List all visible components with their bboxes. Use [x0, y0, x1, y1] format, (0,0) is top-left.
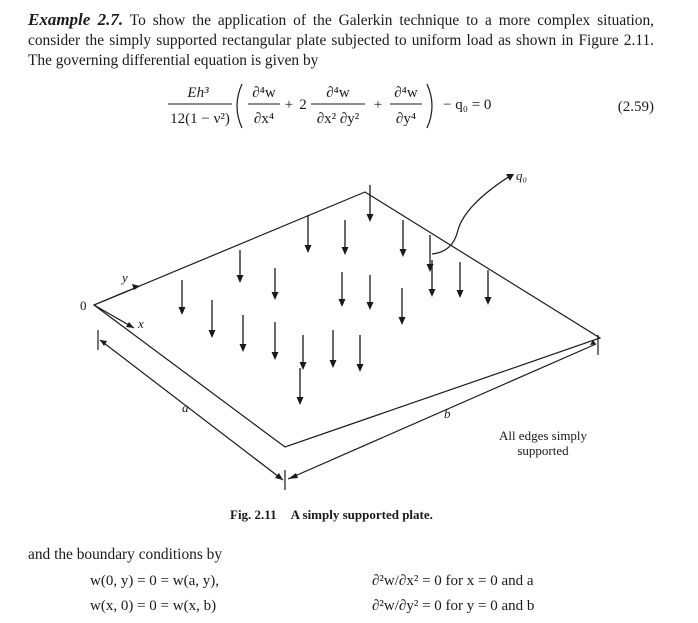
label-b: b	[444, 406, 451, 421]
caption-number: Fig. 2.11	[230, 507, 277, 522]
term3-numerator: ∂⁴w	[394, 85, 418, 101]
term2-numerator: ∂⁴w	[326, 85, 350, 101]
coef-numerator: Eh³	[187, 85, 209, 101]
left-paren	[237, 84, 242, 128]
label-q0: q₀	[516, 168, 528, 183]
term3-denominator: ∂y⁴	[395, 111, 417, 127]
label-x: x	[138, 316, 144, 331]
load-arrow-head	[342, 247, 349, 255]
equation-rest: − q₀ = 0	[443, 97, 492, 113]
load-arrow-head	[400, 249, 407, 257]
bc-moment-x: ∂²w/∂x² = 0 for x = 0 and a	[372, 573, 534, 589]
load-arrow-head	[272, 292, 279, 300]
boundary-intro: and the boundary conditions by	[28, 546, 223, 563]
plate-outline	[94, 192, 600, 447]
dim-arrowhead-b-left	[288, 473, 298, 479]
load-arrow-head	[209, 330, 216, 338]
load-arrow-head	[457, 290, 464, 298]
term1-numerator: ∂⁴w	[252, 85, 276, 101]
load-arrow-head	[305, 245, 312, 253]
load-arrow-head	[357, 364, 364, 372]
edges-note: All edges simply supported	[498, 428, 588, 458]
bc-moment-y: ∂²w/∂y² = 0 for y = 0 and b	[372, 598, 535, 614]
example-paragraph	[28, 10, 654, 71]
plus-1: +	[284, 97, 294, 113]
load-arrow-head	[179, 307, 186, 315]
bc-w-x-edges: w(0, y) = 0 = w(a, y),	[90, 573, 219, 589]
load-arrow-head	[339, 299, 346, 307]
label-a: a	[182, 400, 189, 415]
x-axis-arrowhead	[126, 322, 134, 328]
q0-leader-curve	[432, 176, 510, 254]
load-arrow-head	[485, 297, 492, 305]
load-arrow-head	[237, 275, 244, 283]
load-arrow-head	[367, 302, 374, 310]
label-y: y	[122, 270, 128, 285]
plus-2: +	[373, 97, 383, 113]
load-arrow-head	[240, 344, 247, 352]
load-arrow-head	[429, 289, 436, 297]
load-arrow-head	[367, 214, 374, 222]
example-label: Example 2.7.	[28, 10, 124, 29]
load-arrows	[179, 185, 492, 405]
bc-w-y-edges: w(x, 0) = 0 = w(x, b)	[90, 598, 217, 614]
coef-denominator: 12(1 − ν²)	[170, 111, 230, 127]
y-axis-line	[94, 286, 140, 305]
example-text: To show the application of the Galerkin technique to a more complex situation, consider the simply supported rectangular plate subjected to uniform load as shown in Figure 2.11. The governing differential equation is given by	[28, 12, 654, 69]
load-arrow-head	[297, 397, 304, 405]
caption-text: A simply supported plate.	[290, 507, 433, 522]
label-origin: 0	[80, 298, 87, 313]
dim-line-a	[100, 340, 283, 480]
load-arrow-head	[272, 352, 279, 360]
term1-denominator: ∂x⁴	[253, 111, 275, 127]
term2-denominator: ∂x² ∂y²	[316, 111, 360, 127]
governing-equation	[168, 80, 528, 136]
load-arrow-head	[399, 317, 406, 325]
coefficient-two: 2	[299, 97, 307, 113]
figure-caption	[230, 507, 433, 523]
right-paren	[427, 84, 432, 128]
equation-number: (2.59)	[617, 99, 654, 115]
load-arrow-head	[330, 360, 337, 368]
